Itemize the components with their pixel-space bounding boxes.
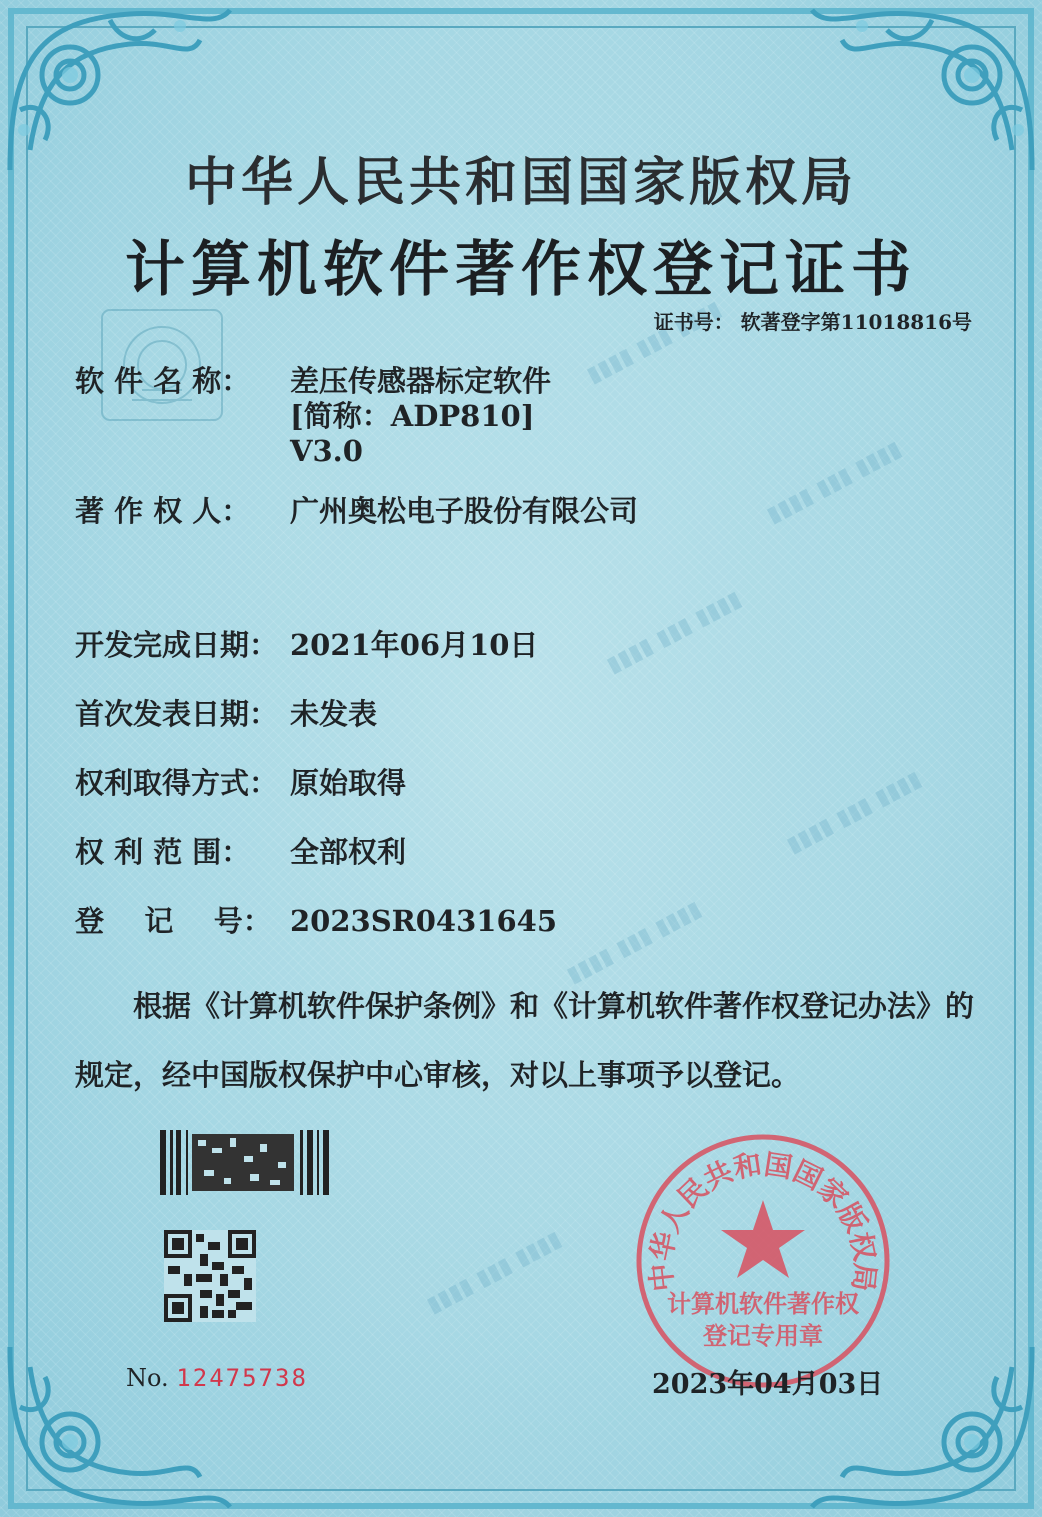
serial-label: No. (126, 1364, 169, 1392)
field-completion-date (75, 628, 538, 663)
statement-line-1: 根据《计算机软件保护条例》和《计算机软件著作权登记办法》的 (75, 989, 975, 1023)
field-value: 2023SR0431645 (290, 904, 558, 938)
field-label: 权利取得方式： (75, 766, 279, 800)
field-publish-date (75, 697, 377, 732)
field-value: 广州奥松电子股份有限公司 (290, 494, 639, 528)
field-rights-scope (75, 835, 406, 870)
svg-text:登记专用章: 登记专用章 (703, 1321, 823, 1350)
field-software-name (75, 364, 551, 469)
software-version: V3.0 (290, 434, 363, 468)
field-acquisition-method (75, 766, 406, 801)
svg-text:中华人民共和国国家版权局: 中华人民共和国国家版权局 (644, 1147, 882, 1294)
field-value: 未发表 (290, 697, 378, 731)
field-label: 软 件 名 称： (75, 364, 251, 398)
official-seal-icon (632, 1130, 894, 1392)
serial-value: 12475738 (176, 1364, 308, 1392)
software-name: 差压传感器标定软件 (290, 364, 552, 398)
issue-date: 2023年04月03日 (652, 1369, 884, 1400)
field-copyright-owner (75, 494, 638, 529)
barcode-icon (160, 1130, 332, 1195)
field-value: 全部权利 (290, 835, 407, 869)
field-label: 权 利 范 围： (75, 835, 251, 869)
watermark: ▮▮▮▮ ▮▮▮ ▮▮▮▮ (562, 896, 706, 989)
watermark: ▮▮▮▮ ▮▮▮ ▮▮▮▮ (582, 296, 726, 389)
certificate-number: 证书号： 软著登字第11018816号 (653, 310, 972, 334)
watermark: ▮▮▮▮ ▮▮▮ ▮▮▮▮ (782, 766, 926, 859)
authority-title: 中华人民共和国国家版权局 (184, 152, 857, 213)
field-registration-number (75, 904, 557, 939)
watermark: ▮▮▮▮ ▮▮▮ ▮▮▮▮ (762, 436, 906, 529)
field-value: 原始取得 (290, 766, 407, 800)
field-value: 2021年06月10日 (290, 628, 539, 662)
field-value (290, 364, 551, 469)
statement-line-2: 规定，经中国版权保护中心审核，对以上事项予以登记。 (75, 1058, 801, 1092)
field-label: 开发完成日期： (75, 628, 279, 662)
certificate-title: 计算机软件著作权登记证书 (125, 235, 917, 305)
watermark: ▮▮▮▮ ▮▮▮ ▮▮▮▮ (602, 586, 746, 679)
svg-text:计算机软件著作权: 计算机软件著作权 (667, 1289, 859, 1318)
field-label: 首次发表日期： (75, 697, 279, 731)
watermark: ▮▮▮▮ ▮▮▮ ▮▮▮▮ (422, 1226, 566, 1319)
serial-number (126, 1364, 308, 1392)
field-label: 登 记 号： (75, 904, 272, 938)
software-short-name: [简称：ADP810] (290, 399, 535, 433)
qr-code-icon (164, 1230, 256, 1322)
field-label: 著 作 权 人： (75, 494, 251, 528)
